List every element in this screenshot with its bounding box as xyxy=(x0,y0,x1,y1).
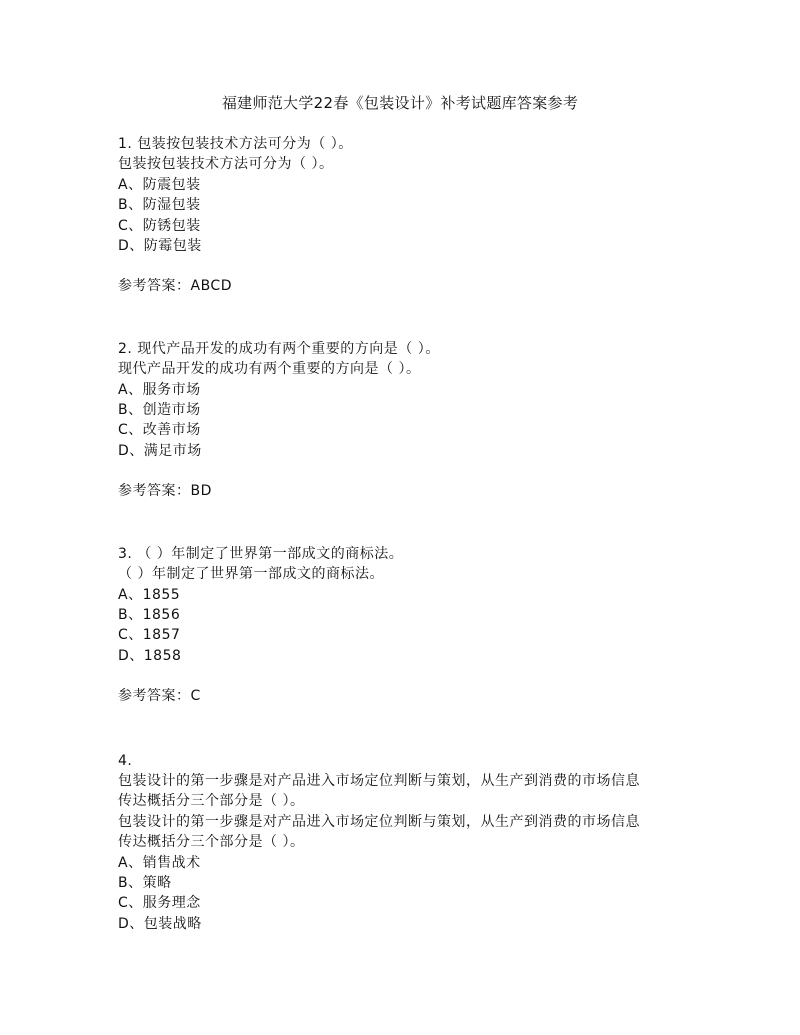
question-stem-repeat: 现代产品开发的成功有两个重要的方向是（ ）。 xyxy=(118,361,421,378)
answer-text: 参考答案：BD xyxy=(118,483,212,500)
question-stem-line-3: 包装设计的第一步骤是对产品进入市场定位判断与策划，从生产到消费的市场信息 xyxy=(118,813,640,830)
option-d: D、包装战略 xyxy=(118,915,202,932)
question-stem: 1. 包装按包装技术方法可分为（ ）。 xyxy=(118,136,353,152)
question-gap xyxy=(118,707,758,751)
option-c: C、1857 xyxy=(118,627,181,644)
option-a: A、销售战术 xyxy=(118,854,201,871)
question-stem-repeat: （ ）年制定了世界第一部成文的商标法。 xyxy=(118,566,384,583)
option-d: D、1858 xyxy=(118,647,182,664)
option-c: C、防锈包装 xyxy=(118,217,201,234)
question-list xyxy=(118,134,758,934)
question-gap xyxy=(118,502,758,544)
option-c: C、改善市场 xyxy=(118,422,201,439)
question-1 xyxy=(118,134,758,297)
question-3 xyxy=(118,544,758,707)
option-a: A、防震包装 xyxy=(118,176,201,193)
option-b: B、防湿包装 xyxy=(118,197,201,214)
option-a: A、服务市场 xyxy=(118,381,201,398)
document-title: 福建师范大学22春《包装设计》补考试题库答案参考 xyxy=(221,94,579,112)
question-stem-line-1: 包装设计的第一步骤是对产品进入市场定位判断与策划，从生产到消费的市场信息 xyxy=(118,772,640,789)
answer-text: 参考答案：C xyxy=(118,688,201,705)
question-number: 4. xyxy=(118,752,133,769)
question-gap xyxy=(118,297,758,339)
answer-text: 参考答案：ABCD xyxy=(118,278,232,295)
question-stem: 3. （ ）年制定了世界第一部成文的商标法。 xyxy=(118,545,404,562)
option-b: B、策略 xyxy=(118,874,172,891)
question-stem: 2. 现代产品开发的成功有两个重要的方向是（ ）。 xyxy=(118,340,440,357)
question-stem-repeat: 包装按包装技术方法可分为（ ）。 xyxy=(118,156,334,173)
option-d: D、满足市场 xyxy=(118,442,202,459)
option-b: B、1856 xyxy=(118,606,181,623)
question-stem-line-4: 传达概括分三个部分是（ ）。 xyxy=(118,834,305,851)
question-4 xyxy=(118,751,758,935)
question-2 xyxy=(118,339,758,502)
option-a: A、1855 xyxy=(118,586,181,603)
option-d: D、防霉包装 xyxy=(118,238,202,255)
option-c: C、服务理念 xyxy=(118,895,201,912)
option-b: B、创造市场 xyxy=(118,402,201,419)
question-stem-line-2: 传达概括分三个部分是（ ）。 xyxy=(118,793,305,810)
